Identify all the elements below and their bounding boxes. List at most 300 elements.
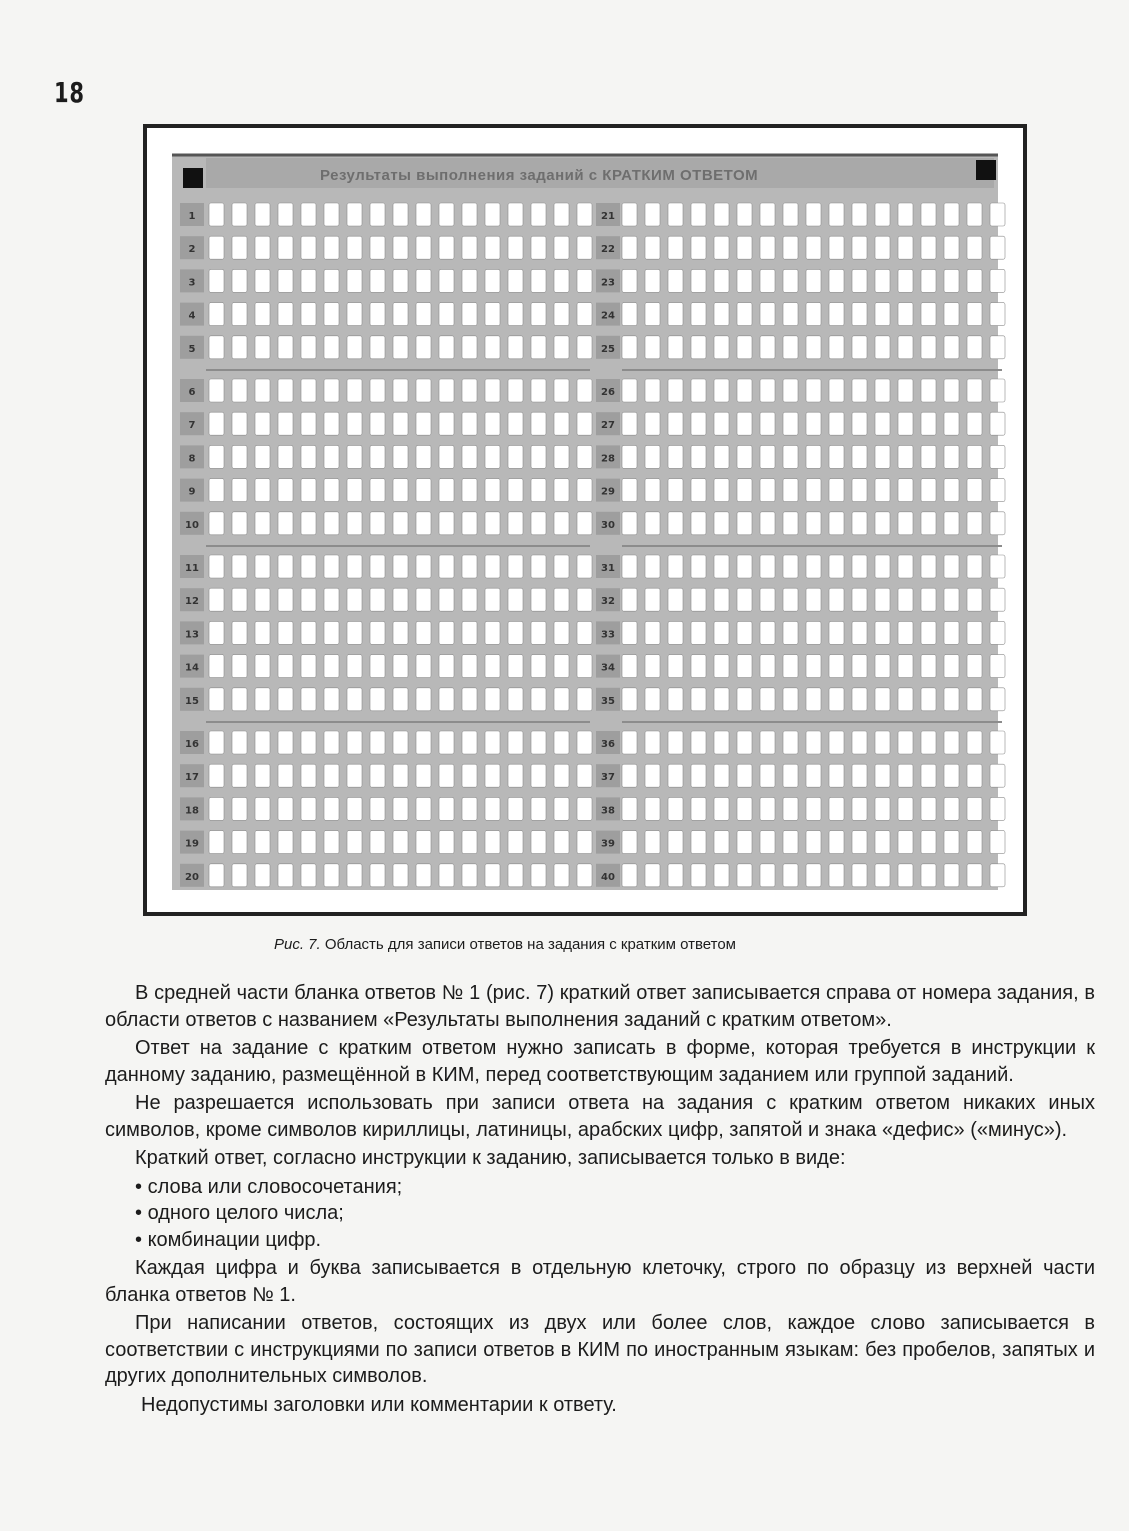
- answer-cell[interactable]: [829, 621, 844, 644]
- answer-cell[interactable]: [760, 379, 775, 402]
- answer-cell[interactable]: [209, 864, 224, 887]
- answer-cell[interactable]: [508, 412, 523, 435]
- answer-cell[interactable]: [577, 203, 592, 226]
- answer-cell[interactable]: [255, 336, 270, 359]
- answer-cell[interactable]: [944, 479, 959, 502]
- answer-cell[interactable]: [783, 797, 798, 820]
- answer-cell[interactable]: [439, 236, 454, 259]
- answer-cell[interactable]: [737, 688, 752, 711]
- answer-cell[interactable]: [875, 479, 890, 502]
- answer-cell[interactable]: [278, 303, 293, 326]
- answer-cell[interactable]: [737, 831, 752, 854]
- answer-cell[interactable]: [852, 731, 867, 754]
- answer-cell[interactable]: [554, 412, 569, 435]
- answer-cell[interactable]: [898, 445, 913, 468]
- answer-cell[interactable]: [577, 412, 592, 435]
- answer-cell[interactable]: [531, 412, 546, 435]
- answer-cell[interactable]: [898, 831, 913, 854]
- answer-cell[interactable]: [462, 797, 477, 820]
- answer-cell[interactable]: [990, 269, 1005, 292]
- answer-cell[interactable]: [232, 831, 247, 854]
- answer-cell[interactable]: [875, 445, 890, 468]
- answer-cell[interactable]: [554, 336, 569, 359]
- answer-cell[interactable]: [416, 655, 431, 678]
- answer-cell[interactable]: [393, 412, 408, 435]
- answer-cell[interactable]: [806, 412, 821, 435]
- answer-cell[interactable]: [232, 731, 247, 754]
- answer-cell[interactable]: [668, 236, 683, 259]
- answer-cell[interactable]: [232, 764, 247, 787]
- answer-cell[interactable]: [301, 445, 316, 468]
- answer-cell[interactable]: [990, 655, 1005, 678]
- answer-cell[interactable]: [806, 797, 821, 820]
- answer-cell[interactable]: [622, 303, 637, 326]
- answer-cell[interactable]: [255, 731, 270, 754]
- answer-cell[interactable]: [783, 236, 798, 259]
- answer-cell[interactable]: [829, 764, 844, 787]
- answer-cell[interactable]: [875, 831, 890, 854]
- answer-cell[interactable]: [416, 831, 431, 854]
- answer-cell[interactable]: [806, 445, 821, 468]
- answer-cell[interactable]: [852, 412, 867, 435]
- answer-cell[interactable]: [393, 512, 408, 535]
- answer-cell[interactable]: [760, 621, 775, 644]
- answer-cell[interactable]: [370, 479, 385, 502]
- answer-cell[interactable]: [209, 236, 224, 259]
- answer-cell[interactable]: [508, 445, 523, 468]
- answer-cell[interactable]: [416, 621, 431, 644]
- answer-cell[interactable]: [508, 688, 523, 711]
- answer-cell[interactable]: [209, 831, 224, 854]
- answer-cell[interactable]: [232, 379, 247, 402]
- answer-cell[interactable]: [554, 655, 569, 678]
- answer-cell[interactable]: [255, 269, 270, 292]
- answer-cell[interactable]: [462, 655, 477, 678]
- answer-cell[interactable]: [990, 688, 1005, 711]
- answer-cell[interactable]: [714, 764, 729, 787]
- answer-cell[interactable]: [577, 555, 592, 578]
- answer-cell[interactable]: [806, 688, 821, 711]
- answer-cell[interactable]: [462, 588, 477, 611]
- answer-cell[interactable]: [760, 445, 775, 468]
- answer-cell[interactable]: [577, 764, 592, 787]
- answer-cell[interactable]: [324, 379, 339, 402]
- answer-cell[interactable]: [668, 445, 683, 468]
- answer-cell[interactable]: [209, 688, 224, 711]
- answer-cell[interactable]: [462, 236, 477, 259]
- answer-cell[interactable]: [255, 512, 270, 535]
- answer-cell[interactable]: [829, 797, 844, 820]
- answer-cell[interactable]: [324, 731, 339, 754]
- answer-cell[interactable]: [990, 621, 1005, 644]
- answer-cell[interactable]: [232, 864, 247, 887]
- answer-cell[interactable]: [852, 621, 867, 644]
- answer-cell[interactable]: [760, 336, 775, 359]
- answer-cell[interactable]: [783, 269, 798, 292]
- answer-cell[interactable]: [944, 203, 959, 226]
- answer-cell[interactable]: [898, 797, 913, 820]
- answer-cell[interactable]: [898, 621, 913, 644]
- answer-cell[interactable]: [852, 797, 867, 820]
- answer-cell[interactable]: [301, 621, 316, 644]
- answer-cell[interactable]: [324, 336, 339, 359]
- answer-cell[interactable]: [416, 269, 431, 292]
- answer-cell[interactable]: [783, 764, 798, 787]
- answer-cell[interactable]: [944, 412, 959, 435]
- answer-cell[interactable]: [944, 269, 959, 292]
- answer-cell[interactable]: [439, 512, 454, 535]
- answer-cell[interactable]: [760, 512, 775, 535]
- answer-cell[interactable]: [485, 588, 500, 611]
- answer-cell[interactable]: [416, 864, 431, 887]
- answer-cell[interactable]: [439, 731, 454, 754]
- answer-cell[interactable]: [875, 303, 890, 326]
- answer-cell[interactable]: [370, 445, 385, 468]
- answer-cell[interactable]: [783, 588, 798, 611]
- answer-cell[interactable]: [875, 621, 890, 644]
- answer-cell[interactable]: [691, 269, 706, 292]
- answer-cell[interactable]: [737, 379, 752, 402]
- answer-cell[interactable]: [278, 731, 293, 754]
- answer-cell[interactable]: [921, 831, 936, 854]
- answer-cell[interactable]: [921, 797, 936, 820]
- answer-cell[interactable]: [347, 303, 362, 326]
- answer-cell[interactable]: [485, 731, 500, 754]
- answer-cell[interactable]: [531, 688, 546, 711]
- answer-cell[interactable]: [691, 236, 706, 259]
- answer-cell[interactable]: [737, 621, 752, 644]
- answer-cell[interactable]: [852, 688, 867, 711]
- answer-cell[interactable]: [668, 655, 683, 678]
- answer-cell[interactable]: [737, 336, 752, 359]
- answer-cell[interactable]: [921, 864, 936, 887]
- answer-cell[interactable]: [668, 336, 683, 359]
- answer-cell[interactable]: [645, 555, 660, 578]
- answer-cell[interactable]: [324, 479, 339, 502]
- answer-cell[interactable]: [737, 269, 752, 292]
- answer-cell[interactable]: [554, 512, 569, 535]
- answer-cell[interactable]: [393, 479, 408, 502]
- answer-cell[interactable]: [370, 512, 385, 535]
- answer-cell[interactable]: [967, 621, 982, 644]
- answer-cell[interactable]: [714, 269, 729, 292]
- answer-cell[interactable]: [485, 379, 500, 402]
- answer-cell[interactable]: [714, 831, 729, 854]
- answer-cell[interactable]: [255, 379, 270, 402]
- answer-cell[interactable]: [324, 269, 339, 292]
- answer-cell[interactable]: [967, 303, 982, 326]
- answer-cell[interactable]: [691, 797, 706, 820]
- answer-cell[interactable]: [990, 336, 1005, 359]
- answer-cell[interactable]: [370, 655, 385, 678]
- answer-cell[interactable]: [301, 269, 316, 292]
- answer-cell[interactable]: [898, 731, 913, 754]
- answer-cell[interactable]: [875, 655, 890, 678]
- answer-cell[interactable]: [347, 555, 362, 578]
- answer-cell[interactable]: [852, 479, 867, 502]
- answer-cell[interactable]: [691, 303, 706, 326]
- answer-cell[interactable]: [944, 864, 959, 887]
- answer-cell[interactable]: [737, 555, 752, 578]
- answer-cell[interactable]: [737, 236, 752, 259]
- answer-cell[interactable]: [714, 588, 729, 611]
- answer-cell[interactable]: [760, 479, 775, 502]
- answer-cell[interactable]: [393, 731, 408, 754]
- answer-cell[interactable]: [554, 269, 569, 292]
- answer-cell[interactable]: [921, 303, 936, 326]
- answer-cell[interactable]: [990, 797, 1005, 820]
- answer-cell[interactable]: [255, 797, 270, 820]
- answer-cell[interactable]: [439, 621, 454, 644]
- answer-cell[interactable]: [393, 764, 408, 787]
- answer-cell[interactable]: [829, 555, 844, 578]
- answer-cell[interactable]: [278, 797, 293, 820]
- answer-cell[interactable]: [852, 555, 867, 578]
- answer-cell[interactable]: [462, 512, 477, 535]
- answer-cell[interactable]: [806, 764, 821, 787]
- answer-cell[interactable]: [393, 831, 408, 854]
- answer-cell[interactable]: [508, 621, 523, 644]
- answer-cell[interactable]: [829, 203, 844, 226]
- answer-cell[interactable]: [301, 655, 316, 678]
- answer-cell[interactable]: [278, 688, 293, 711]
- answer-cell[interactable]: [554, 621, 569, 644]
- answer-cell[interactable]: [622, 797, 637, 820]
- answer-cell[interactable]: [554, 379, 569, 402]
- answer-cell[interactable]: [714, 379, 729, 402]
- answer-cell[interactable]: [531, 512, 546, 535]
- answer-cell[interactable]: [668, 588, 683, 611]
- answer-cell[interactable]: [990, 864, 1005, 887]
- answer-cell[interactable]: [347, 831, 362, 854]
- answer-cell[interactable]: [944, 588, 959, 611]
- answer-cell[interactable]: [622, 379, 637, 402]
- answer-cell[interactable]: [531, 203, 546, 226]
- answer-cell[interactable]: [921, 731, 936, 754]
- answer-cell[interactable]: [691, 621, 706, 644]
- answer-cell[interactable]: [347, 203, 362, 226]
- answer-cell[interactable]: [416, 479, 431, 502]
- answer-cell[interactable]: [760, 688, 775, 711]
- answer-cell[interactable]: [462, 269, 477, 292]
- answer-cell[interactable]: [622, 479, 637, 502]
- answer-cell[interactable]: [485, 864, 500, 887]
- answer-cell[interactable]: [898, 269, 913, 292]
- answer-cell[interactable]: [898, 479, 913, 502]
- answer-cell[interactable]: [783, 479, 798, 502]
- answer-cell[interactable]: [645, 269, 660, 292]
- answer-cell[interactable]: [301, 203, 316, 226]
- answer-cell[interactable]: [783, 512, 798, 535]
- answer-cell[interactable]: [416, 303, 431, 326]
- answer-cell[interactable]: [554, 764, 569, 787]
- answer-cell[interactable]: [232, 479, 247, 502]
- answer-cell[interactable]: [990, 831, 1005, 854]
- answer-cell[interactable]: [944, 688, 959, 711]
- answer-cell[interactable]: [921, 555, 936, 578]
- answer-cell[interactable]: [278, 379, 293, 402]
- answer-cell[interactable]: [508, 379, 523, 402]
- answer-cell[interactable]: [370, 831, 385, 854]
- answer-cell[interactable]: [668, 831, 683, 854]
- answer-cell[interactable]: [622, 588, 637, 611]
- answer-cell[interactable]: [645, 336, 660, 359]
- answer-cell[interactable]: [347, 479, 362, 502]
- answer-cell[interactable]: [209, 555, 224, 578]
- answer-cell[interactable]: [255, 621, 270, 644]
- answer-cell[interactable]: [554, 864, 569, 887]
- answer-cell[interactable]: [347, 688, 362, 711]
- answer-cell[interactable]: [852, 655, 867, 678]
- answer-cell[interactable]: [232, 797, 247, 820]
- answer-cell[interactable]: [347, 445, 362, 468]
- answer-cell[interactable]: [577, 655, 592, 678]
- answer-cell[interactable]: [577, 303, 592, 326]
- answer-cell[interactable]: [416, 445, 431, 468]
- answer-cell[interactable]: [278, 864, 293, 887]
- answer-cell[interactable]: [554, 303, 569, 326]
- answer-cell[interactable]: [921, 621, 936, 644]
- answer-cell[interactable]: [645, 588, 660, 611]
- answer-cell[interactable]: [760, 797, 775, 820]
- answer-cell[interactable]: [622, 555, 637, 578]
- answer-cell[interactable]: [324, 831, 339, 854]
- answer-cell[interactable]: [806, 621, 821, 644]
- answer-cell[interactable]: [462, 731, 477, 754]
- answer-cell[interactable]: [921, 236, 936, 259]
- answer-cell[interactable]: [760, 731, 775, 754]
- answer-cell[interactable]: [737, 203, 752, 226]
- answer-cell[interactable]: [829, 831, 844, 854]
- answer-cell[interactable]: [921, 379, 936, 402]
- answer-cell[interactable]: [944, 621, 959, 644]
- answer-cell[interactable]: [760, 655, 775, 678]
- answer-cell[interactable]: [232, 555, 247, 578]
- answer-cell[interactable]: [485, 303, 500, 326]
- answer-cell[interactable]: [485, 797, 500, 820]
- answer-cell[interactable]: [462, 336, 477, 359]
- answer-cell[interactable]: [783, 412, 798, 435]
- answer-cell[interactable]: [783, 621, 798, 644]
- answer-cell[interactable]: [760, 269, 775, 292]
- answer-cell[interactable]: [852, 303, 867, 326]
- answer-cell[interactable]: [577, 588, 592, 611]
- answer-cell[interactable]: [347, 236, 362, 259]
- answer-cell[interactable]: [714, 864, 729, 887]
- answer-cell[interactable]: [324, 555, 339, 578]
- answer-cell[interactable]: [944, 336, 959, 359]
- answer-cell[interactable]: [255, 864, 270, 887]
- answer-cell[interactable]: [462, 379, 477, 402]
- answer-cell[interactable]: [531, 588, 546, 611]
- answer-cell[interactable]: [645, 479, 660, 502]
- answer-cell[interactable]: [508, 479, 523, 502]
- answer-cell[interactable]: [783, 336, 798, 359]
- answer-cell[interactable]: [439, 588, 454, 611]
- answer-cell[interactable]: [416, 379, 431, 402]
- answer-cell[interactable]: [829, 731, 844, 754]
- answer-cell[interactable]: [531, 555, 546, 578]
- answer-cell[interactable]: [416, 731, 431, 754]
- answer-cell[interactable]: [301, 688, 316, 711]
- answer-cell[interactable]: [554, 688, 569, 711]
- answer-cell[interactable]: [232, 303, 247, 326]
- answer-cell[interactable]: [967, 412, 982, 435]
- answer-cell[interactable]: [921, 512, 936, 535]
- answer-cell[interactable]: [462, 479, 477, 502]
- answer-cell[interactable]: [577, 379, 592, 402]
- answer-cell[interactable]: [301, 303, 316, 326]
- answer-cell[interactable]: [416, 588, 431, 611]
- answer-cell[interactable]: [485, 445, 500, 468]
- answer-cell[interactable]: [439, 655, 454, 678]
- answer-cell[interactable]: [370, 412, 385, 435]
- answer-cell[interactable]: [485, 203, 500, 226]
- answer-cell[interactable]: [829, 688, 844, 711]
- answer-cell[interactable]: [622, 269, 637, 292]
- answer-cell[interactable]: [898, 655, 913, 678]
- answer-cell[interactable]: [554, 831, 569, 854]
- answer-cell[interactable]: [760, 236, 775, 259]
- answer-cell[interactable]: [439, 303, 454, 326]
- answer-cell[interactable]: [370, 203, 385, 226]
- answer-cell[interactable]: [783, 203, 798, 226]
- answer-cell[interactable]: [439, 797, 454, 820]
- answer-cell[interactable]: [898, 379, 913, 402]
- answer-cell[interactable]: [554, 797, 569, 820]
- answer-cell[interactable]: [714, 621, 729, 644]
- answer-cell[interactable]: [875, 688, 890, 711]
- answer-cell[interactable]: [622, 236, 637, 259]
- answer-cell[interactable]: [531, 655, 546, 678]
- answer-cell[interactable]: [944, 764, 959, 787]
- answer-cell[interactable]: [898, 236, 913, 259]
- answer-cell[interactable]: [508, 764, 523, 787]
- answer-cell[interactable]: [898, 864, 913, 887]
- answer-cell[interactable]: [301, 797, 316, 820]
- answer-cell[interactable]: [898, 336, 913, 359]
- answer-cell[interactable]: [324, 203, 339, 226]
- answer-cell[interactable]: [622, 731, 637, 754]
- answer-cell[interactable]: [209, 588, 224, 611]
- answer-cell[interactable]: [508, 512, 523, 535]
- answer-cell[interactable]: [531, 797, 546, 820]
- answer-cell[interactable]: [255, 445, 270, 468]
- answer-cell[interactable]: [622, 203, 637, 226]
- answer-cell[interactable]: [531, 731, 546, 754]
- answer-cell[interactable]: [347, 764, 362, 787]
- answer-cell[interactable]: [990, 764, 1005, 787]
- answer-cell[interactable]: [875, 864, 890, 887]
- answer-cell[interactable]: [990, 379, 1005, 402]
- answer-cell[interactable]: [393, 303, 408, 326]
- answer-cell[interactable]: [990, 445, 1005, 468]
- answer-cell[interactable]: [691, 479, 706, 502]
- answer-cell[interactable]: [301, 731, 316, 754]
- answer-cell[interactable]: [645, 379, 660, 402]
- answer-cell[interactable]: [645, 655, 660, 678]
- answer-cell[interactable]: [370, 555, 385, 578]
- answer-cell[interactable]: [531, 336, 546, 359]
- answer-cell[interactable]: [714, 655, 729, 678]
- answer-cell[interactable]: [990, 479, 1005, 502]
- answer-cell[interactable]: [577, 621, 592, 644]
- answer-cell[interactable]: [278, 655, 293, 678]
- answer-cell[interactable]: [531, 379, 546, 402]
- answer-cell[interactable]: [967, 236, 982, 259]
- answer-cell[interactable]: [875, 512, 890, 535]
- answer-cell[interactable]: [898, 588, 913, 611]
